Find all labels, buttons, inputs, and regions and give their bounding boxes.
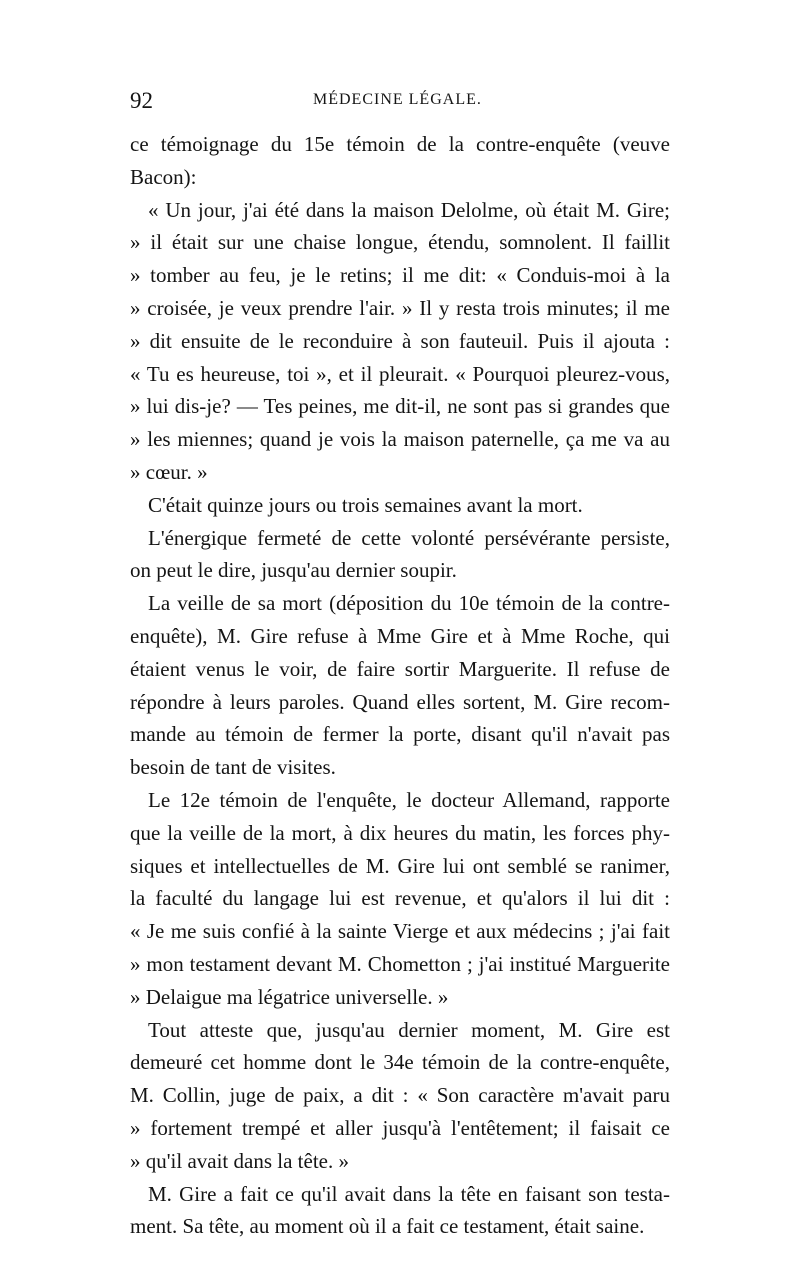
text-line: » dit ensuite de le reconduire à son fauteuil. Puis il ajouta :: [130, 328, 670, 353]
page-number: 92: [130, 88, 153, 113]
text-line: » cœur. »: [130, 459, 208, 484]
text-line: demeuré cet homme dont le 34e témoin de la contre-enquête,: [130, 1050, 670, 1075]
text-line: que la veille de la mort, à dix heures du matin, les forces phy-: [130, 820, 670, 845]
text-line: ce témoignage du 15e témoin de la contre-enquête (veuve: [130, 132, 670, 156]
text-line: » croisée, je veux prendre l'air. » Il y resta trois minutes; il me: [130, 295, 670, 320]
text-line: « Je me suis confié à la sainte Vierge et aux médecins ; j'ai fait: [130, 919, 670, 944]
text-line: C'était quinze jours ou trois semaines avant la mort.: [148, 492, 583, 517]
text-line: » Delaigue ma légatrice universelle. »: [130, 984, 449, 1009]
text-line: « Tu es heureuse, toi », et il pleurait. « Pourquoi pleurez-vous,: [130, 361, 670, 386]
text-line: » qu'il avait dans la tête. »: [130, 1148, 349, 1173]
text-line: Tout atteste que, jusqu'au dernier moment, M. Gire est: [148, 1017, 670, 1042]
text-line: Bacon):: [130, 164, 197, 189]
text-line: ment. Sa tête, au moment où il a fait ce testament, était saine.: [130, 1214, 645, 1239]
text-line: « Un jour, j'ai été dans la maison Delolme, où était M. Gire;: [148, 197, 670, 222]
text-line: » il était sur une chaise longue, étendu, somnolent. Il faillit: [130, 230, 670, 255]
text-line: répondre à leurs paroles. Quand elles sortent, M. Gire recom-: [130, 689, 670, 714]
text-line: siques et intellectuelles de M. Gire lui ont semblé se ranimer,: [130, 853, 670, 878]
text-line: La veille de sa mort (déposition du 10e témoin de la contre-: [148, 591, 670, 616]
running-head: [130, 88, 670, 122]
body-text: [130, 128, 670, 1243]
text-line: étaient venus le voir, de faire sortir Marguerite. Il refuse de: [130, 656, 670, 681]
text-line: mande au témoin de fermer la porte, disant qu'il n'avait pas: [130, 722, 670, 747]
text-line: besoin de tant de visites.: [130, 755, 336, 780]
text-line: M. Gire a fait ce qu'il avait dans la tête en faisant son testa-: [148, 1181, 670, 1206]
running-title: MÉDECINE LÉGALE.: [313, 91, 482, 108]
text-line: » les miennes; quand je vois la maison paternelle, ça me va au: [130, 427, 670, 452]
text-line: » tomber au feu, je le retins; il me dit: « Conduis-moi à la: [130, 263, 670, 288]
text-line: » mon testament devant M. Chometton ; j'ai institué Marguerite: [130, 951, 670, 976]
text-line: » lui dis-je? — Tes peines, me dit-il, ne sont pas si grandes que: [130, 394, 670, 419]
text-line: Le 12e témoin de l'enquête, le docteur Allemand, rapporte: [148, 787, 670, 812]
text-line: L'énergique fermeté de cette volonté persévérante persiste,: [148, 525, 670, 550]
text-line: » fortement trempé et aller jusqu'à l'entêtement; il faisait ce: [130, 1115, 670, 1140]
text-line: enquête), M. Gire refuse à Mme Gire et à Mme Roche, qui: [130, 623, 670, 648]
text-line: M. Collin, juge de paix, a dit : « Son caractère m'avait paru: [130, 1083, 670, 1108]
text-line: on peut le dire, jusqu'au dernier soupir.: [130, 558, 457, 583]
text-line: la faculté du langage lui est revenue, et qu'alors il lui dit :: [130, 886, 670, 911]
